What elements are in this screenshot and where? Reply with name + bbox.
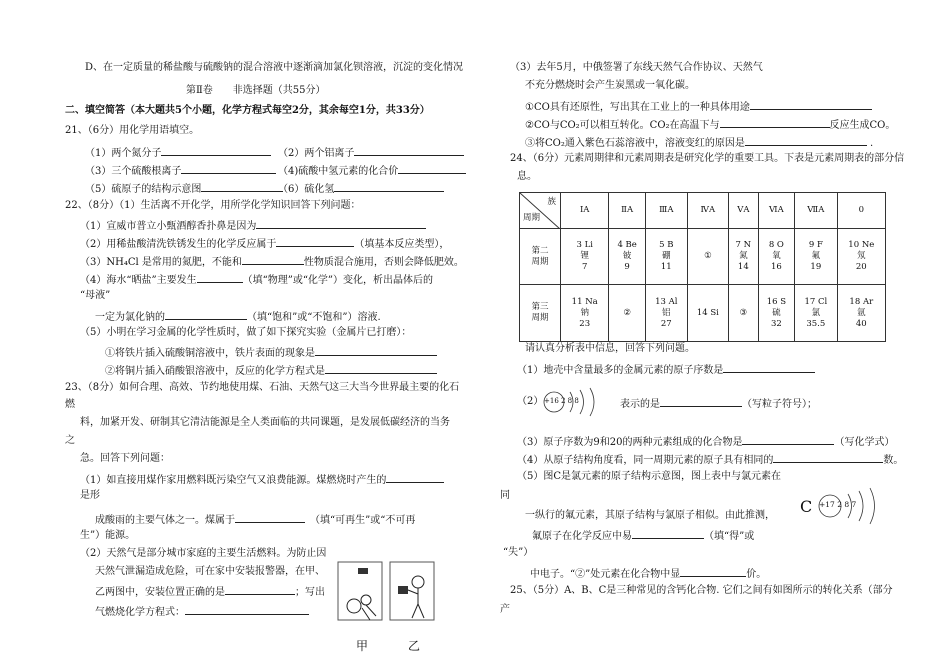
question-d-line: D、在一定质量的稀盐酸与硫酸钠的混合溶液中逐渐滴加氯化钡溶液，沉淀的变化情况: [85, 62, 464, 73]
figure-c-label: C: [800, 497, 813, 516]
q21-stem: 21、（6分）用化学用语填空。: [65, 125, 200, 136]
element-cell: 3 Li 锂 7: [561, 229, 609, 285]
q23-stem-line1: 23、（8分）如何合理、高效、节约地使用煤、石油、天然气这三大当今世界最主要的化石: [65, 382, 460, 393]
q23-stem-line4: 之: [65, 435, 75, 446]
q23-3-c: ①CO具有还原性，写出其在工业上的一种具体用途: [525, 99, 872, 114]
group-header: ⅥA: [758, 193, 794, 229]
q22-1: （1）宣威市普立小甄酒醇香扑鼻是因为: [80, 218, 426, 233]
q22-4-mother-liquor: “母液”: [80, 290, 111, 301]
q23-2-a: （2）天然气是部分城市家庭的主要生活燃料。为防止因: [80, 548, 327, 559]
q24-stem-2: 息。: [517, 171, 537, 182]
chlorine-atom-diagram: +17 2 8 7: [816, 486, 888, 526]
period-label: 第二 周期: [520, 229, 561, 285]
element-cell: 11 Na 钠 23: [561, 285, 609, 342]
section-2-heading: 二、填空简答（本大题共5个小题，化学方程式每空2分，其余每空1分，共33分）: [65, 105, 430, 116]
element-cell: 16 S 硫 32: [758, 285, 794, 342]
q24-5-a: （5）图C是氯元素的原子结构示意图，图上表中与氯元素在: [517, 471, 782, 482]
q24-5-g: 中电子。“②”处元素在化合物中显 价。: [530, 566, 766, 581]
q21-4: （4)硫酸中氢元素的化合价: [278, 163, 466, 178]
element-cell: 7 N 氮 14: [729, 229, 759, 285]
group-header: ⅣA: [687, 193, 728, 229]
element-cell: 13 Al 铝 27: [645, 285, 687, 342]
q22-5a: ①将铁片插入硫酸铜溶液中，铁片表面的现象是: [105, 345, 437, 360]
element-cell: 9 F 氟 19: [795, 229, 838, 285]
element-cell: ③: [729, 285, 759, 342]
element-cell: 4 Be 铍 9: [609, 229, 646, 285]
q23-1-b: 是形: [80, 490, 100, 501]
periodic-table: [519, 192, 886, 342]
q25-stem: 25、（5分）A、B、C是三种常见的含钙化合物. 它们之间有如图所示的转化关系（部分: [510, 585, 893, 596]
element-cell: 10 Ne 氖 20: [837, 229, 885, 285]
q23-stem-line2: 燃: [65, 399, 75, 410]
q23-stem-line3: 料，加紧开发、研制其它清洁能源是全人类面临的共同课题，是发展低碳经济的当务: [80, 417, 450, 428]
table-corner: 族 周期: [520, 193, 561, 229]
figure-label-jia: 甲: [356, 639, 369, 653]
q21-6: （6）硫化氢: [278, 181, 444, 196]
q22-stem: 22、（8分）（1）生活离不开化学，用所学化学知识回答下列问题：: [65, 200, 361, 211]
q23-3-f: ③将CO₂通入紫色石蕊溶液中，溶液变红的原因是 .: [525, 135, 873, 150]
q23-2-c: 乙两图中，安装位置正确的是 ；写出: [95, 584, 325, 599]
element-cell: 5 B 硼 11: [645, 229, 687, 285]
q21-3: （3）三个硫酸根离子: [85, 163, 276, 178]
figure-alarm-jia: [336, 560, 384, 622]
q21-5: （5）硫原子的结构示意图: [85, 181, 283, 196]
q22-4: （4）海水“晒盐”主要发生 （填“物理”或“化学”）变化，析出晶体后的: [80, 272, 433, 287]
q25-stem-2: 产: [500, 604, 510, 615]
figure-alarm-yi: [388, 560, 436, 622]
figure-label-yi: 乙: [408, 639, 421, 653]
q21-2: （2）两个铝离子: [278, 145, 464, 160]
q24-1: （1）地壳中含量最多的金属元素的原子序数是: [517, 362, 815, 377]
q23-2-b: 天然气泄漏造成危险，可在家中安装报警器，在甲、: [95, 566, 325, 577]
q24-5-d: 氟原子在化学反应中易 （填“得”或: [532, 528, 754, 543]
element-cell: ②: [609, 285, 646, 342]
element-cell: 14 Si: [687, 285, 728, 342]
group-header: ⅡA: [609, 193, 646, 229]
q23-stem-line5: 急。回答下列问题：: [80, 453, 170, 464]
q22-3: （3）NH₄Cl 是常用的氮肥，不能和 性物质混合施用，否则会降低肥效。: [80, 254, 464, 269]
q24-stem: 24、（6分）元素周期律和元素周期表是研究化学的重要工具。下表是元素周期表的部分信: [510, 153, 905, 164]
q24-5-c: 一纵行的氟元素，其原子结构与氯原子相似。由此推测，: [525, 510, 775, 521]
q23-1-e: 生”）能源。: [80, 530, 136, 541]
q24-4: （4）从原子结构角度看，同一周期元素的原子具有相同的 数。: [517, 452, 903, 467]
q21-1: （1）两个氮分子: [85, 145, 271, 160]
group-header: 0: [837, 193, 885, 229]
sulfur-ion-diagram: +16 2 8 8: [542, 386, 606, 418]
q23-2-e: 气燃烧化学方程式：: [95, 604, 309, 619]
element-cell: 18 Ar 氩 40: [837, 285, 885, 342]
group-header: ⅠA: [561, 193, 609, 229]
element-cell: 17 Cl 氯 35.5: [795, 285, 838, 342]
q23-1-c: 成酸雨的主要气体之一。煤属于 （填“可再生”或“不可再: [95, 512, 415, 527]
q22-4-saturation: 一定为氯化钠的 （填“饱和”或“不饱和”）溶液.: [95, 309, 381, 324]
q24-intro: 请认真分析表中信息，回答下列问题。: [525, 343, 695, 354]
q23-3-b: 不充分燃烧时会产生炭黑或一氧化碳。: [525, 80, 695, 91]
q24-2-label: （2）: [517, 396, 544, 407]
q23-3-a: （3）去年5月，中俄签署了东线天然气合作协议、天然气: [510, 62, 763, 73]
group-header: ⅢA: [645, 193, 687, 229]
group-header: ⅤA: [729, 193, 759, 229]
q22-5: （5）小明在学习金属的化学性质时，做了如下探究实验（金属片已打磨）：: [80, 327, 412, 338]
q24-3: （3）原子序数为9和20的两种元素组成的化合物是 （写化学式）: [517, 434, 894, 449]
q24-2: 表示的是 （写粒子符号）；: [620, 396, 817, 411]
q22-5b: ②将铜片插入硝酸银溶液中，反应的化学方程式是: [105, 363, 437, 378]
period-label: 第三 周期: [520, 285, 561, 342]
q22-2: （2）用稀盐酸清洗铁锈发生的化学反应属于 （填基本反应类型），: [80, 236, 449, 251]
element-cell: 8 O 氧 16: [758, 229, 794, 285]
q24-5-b: 同: [500, 490, 510, 501]
q24-5-f: “失”）: [503, 547, 534, 558]
q23-1: （1）如直接用煤作家用燃料既污染空气又浪费能源。煤燃烧时产生的: [80, 472, 444, 487]
q23-3-d: ②CO与CO₂可以相互转化。CO₂在高温下与 反应生成CO。: [525, 117, 895, 132]
group-header: ⅦA: [795, 193, 838, 229]
volume-2-title: 第Ⅱ卷 非选择题（共55分）: [186, 85, 326, 96]
element-cell: ①: [687, 229, 728, 285]
